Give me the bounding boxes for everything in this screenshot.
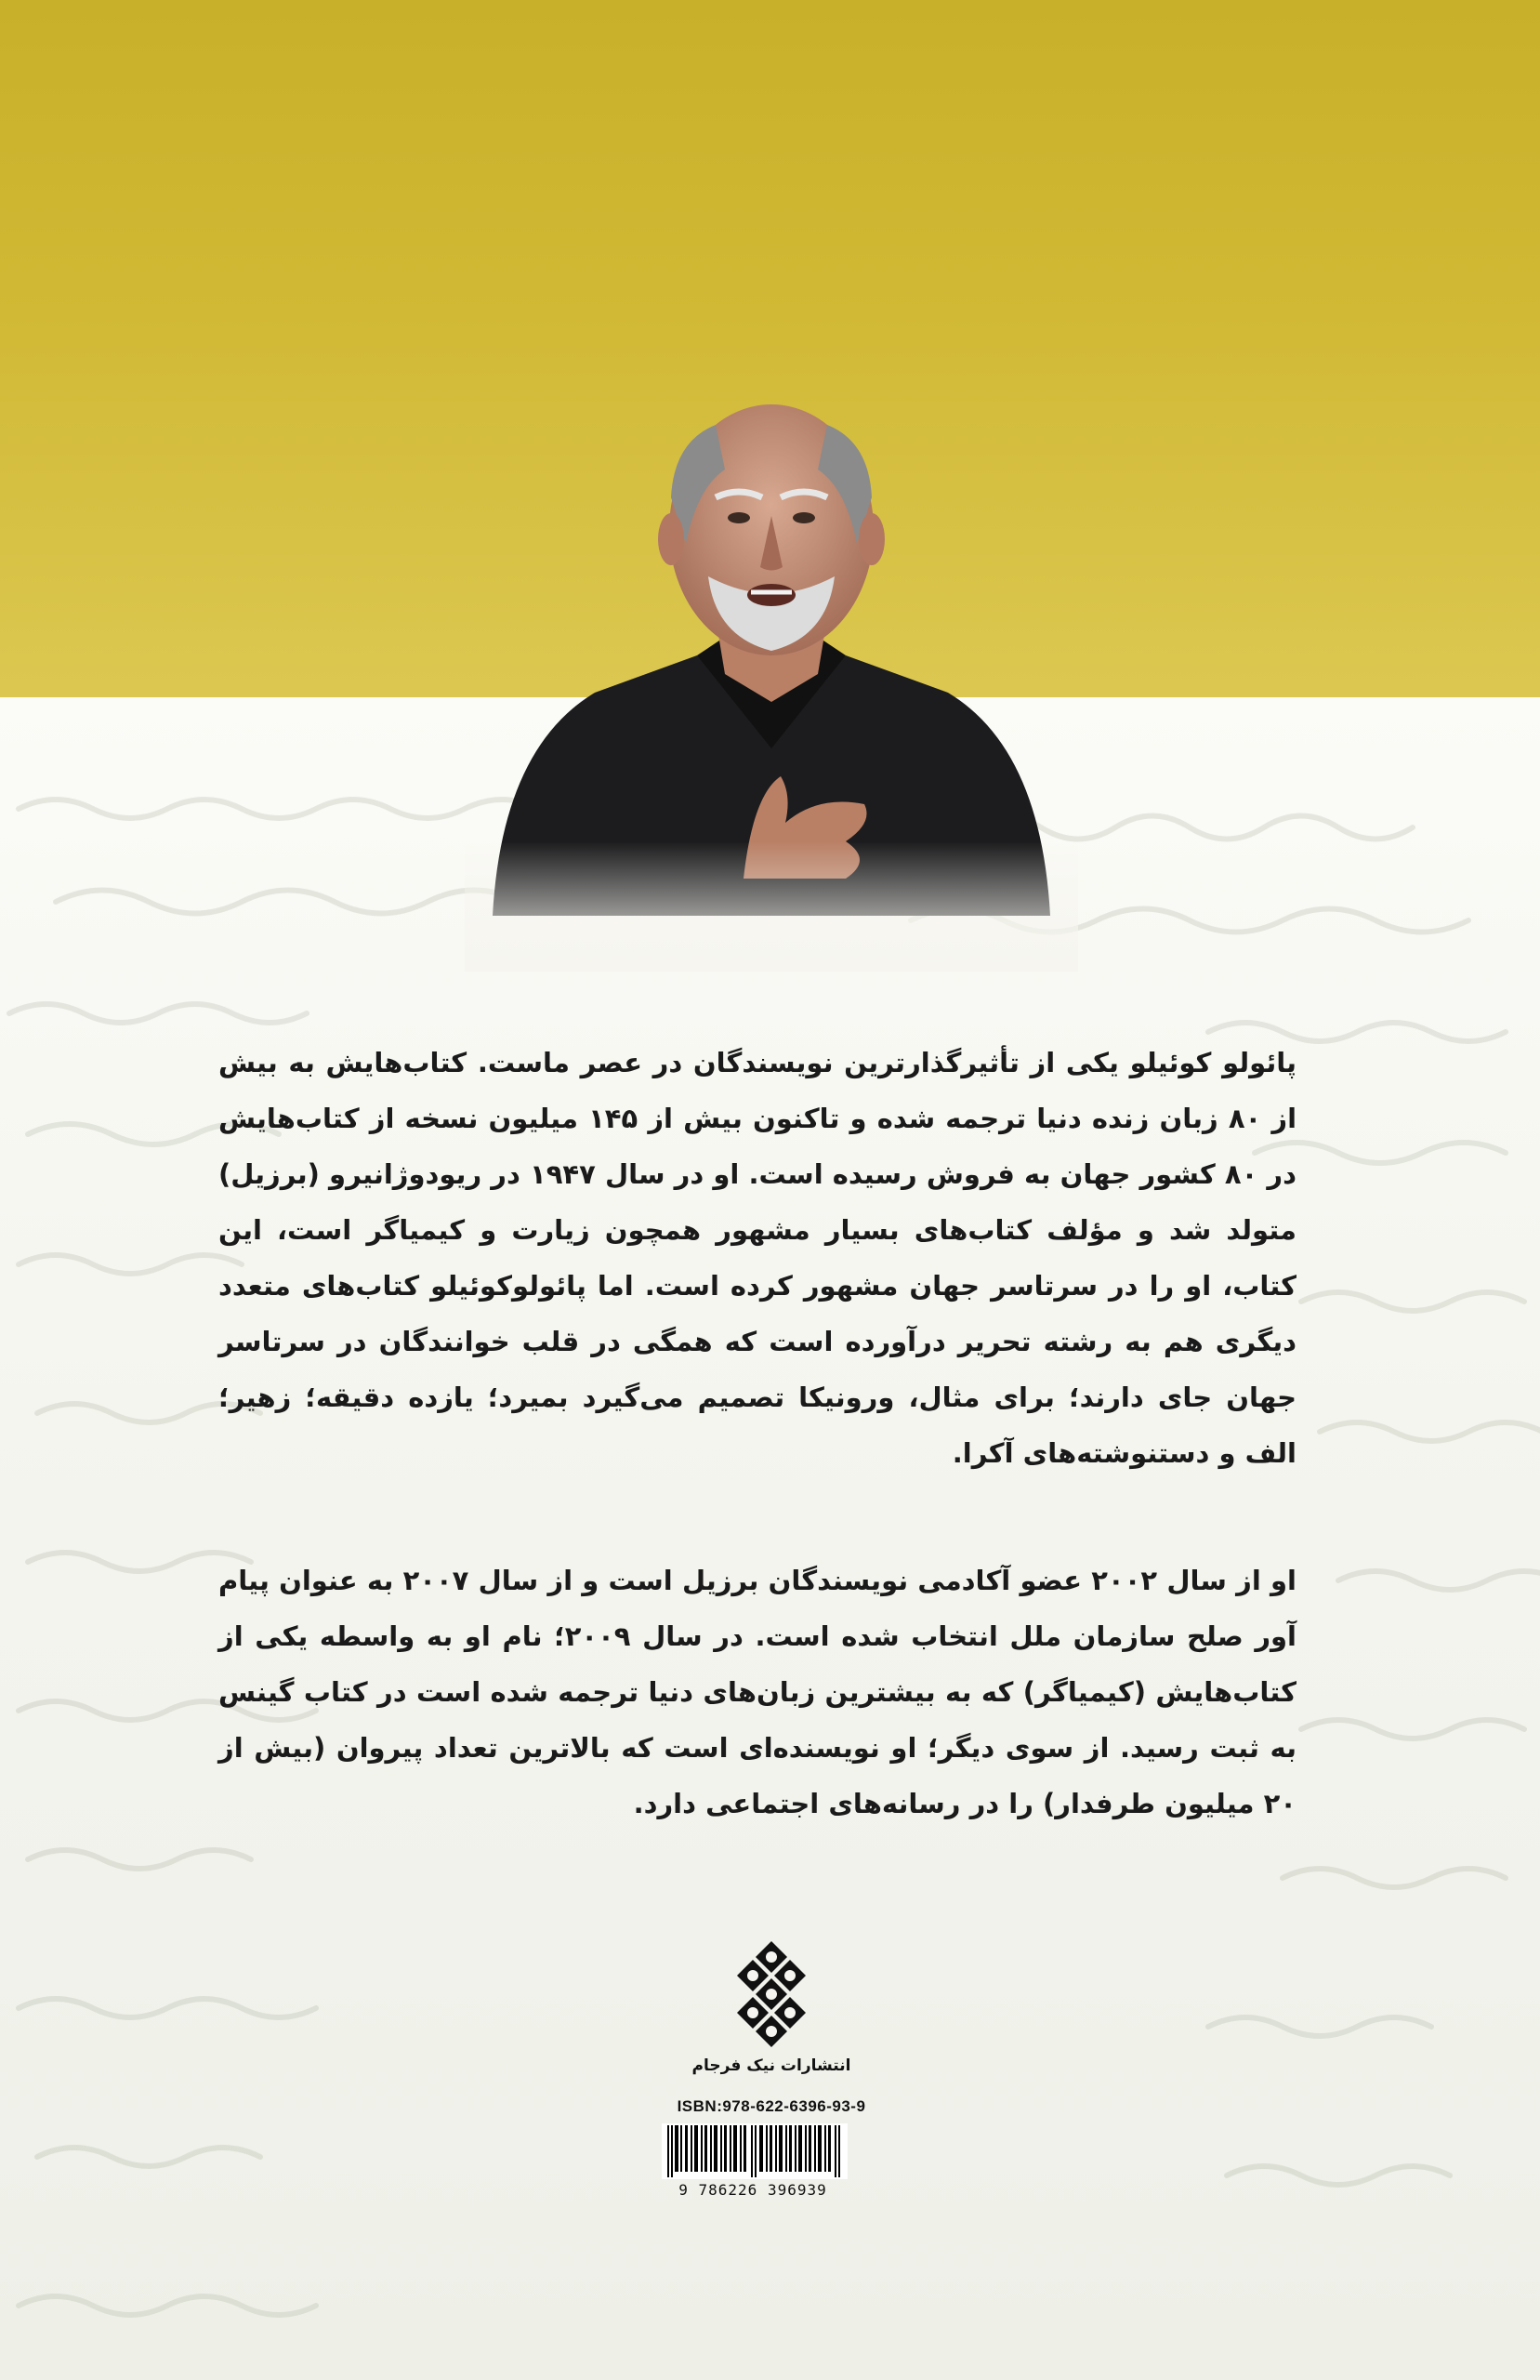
- author-achievements-paragraph: او از سال ۲۰۰۲ عضو آکادمی نویسندگان برزیل است و از سال ۲۰۰۷ به عنوان پیام آور صلح سازمان ملل انتخاب شده است. در سال ۲۰۰۹؛ نام او به واسطه یکی از کتاب‌هایش (کیمیاگر) که به بیشترین زبان‌های دنیا ترجمه شده است در کتاب گینس به ثبت رسید. از سوی دیگر؛ او نویسنده‌ای است که بالاترین تعداد پیروان (بیش از ۲۰ میلیون طرفدار) را در رسانه‌های اجتماعی دارد.: [218, 1565, 1296, 1819]
- barcode: [662, 2123, 848, 2179]
- author-bio-paragraph: پائولو کوئیلو یکی از تأثیرگذارترین نویسندگان در عصر ماست. کتاب‌هایش به بیش از ۸۰ زبان زنده دنیا ترجمه شده و تاکنون بیش از ۱۴۵ میلیون نسخه از کتاب‌هایش در ۸۰ کشور جهان به فروش رسیده است. او در سال ۱۹۴۷ در ریودوژانیرو (برزیل) متولد شد و مؤلف کتاب‌های بسیار مشهور همچون زیارت و کیمیاگر است، این کتاب، او را در سرتاسر جهان مشهور کرده است. اما پائولوکوئیلو کتاب‌های متعدد دیگری هم به رشته تحریر درآورده است که همگی در قلب خوانندگان در سرتاسر جهان جای دارند؛ برای مثال، ورونیکا تصمیم می‌گیرد بمیرد؛ یازده دقیقه؛ زهیر؛ الف و دستنوشته‌های آکرا.: [218, 1047, 1297, 1469]
- isbn-label: ISBN:978-622-6396-93-9: [677, 2097, 866, 2115]
- publisher-name: انتشارات نیک فرجام: [691, 2056, 851, 2075]
- publisher-logo-icon: [720, 1934, 823, 2050]
- barcode-digits: 9 786226 396939: [678, 2181, 827, 2199]
- author-portrait: [465, 358, 1078, 972]
